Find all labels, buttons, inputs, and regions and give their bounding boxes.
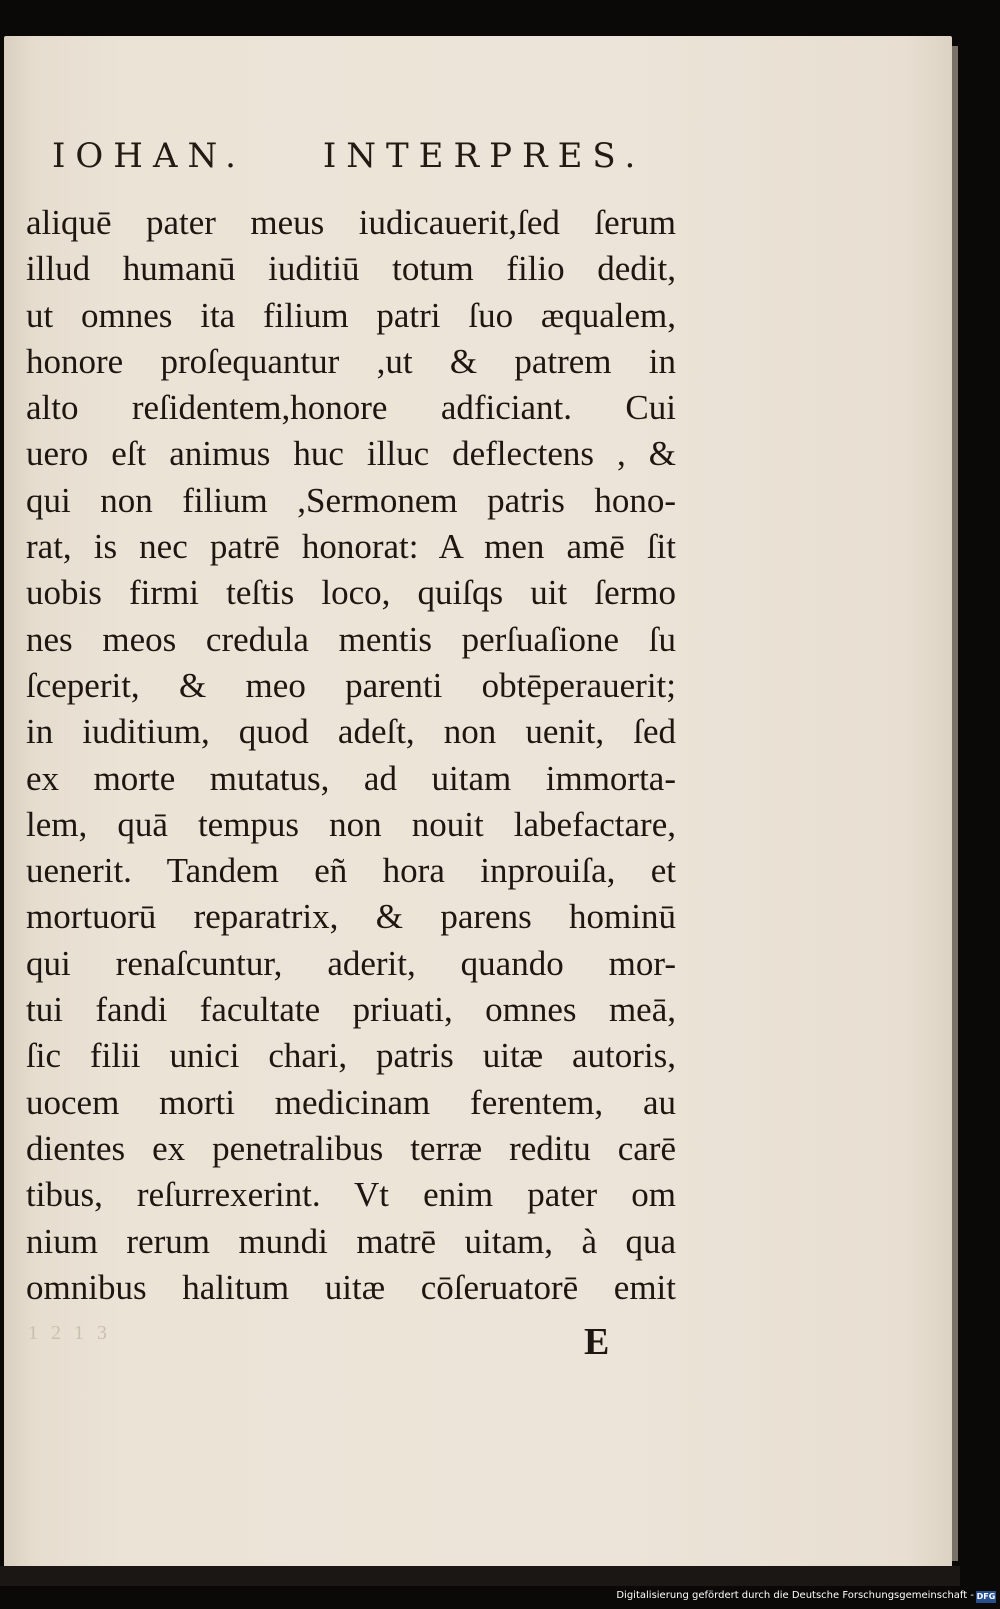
text-line: aliquē pater meus iudicauerit,ſed ſerum (26, 203, 676, 242)
text-line: lem, quā tempus non nouit labefactare, (26, 804, 676, 844)
book-page (4, 36, 952, 1566)
running-head (52, 136, 652, 186)
running-head-left: IOHAN. (52, 136, 246, 176)
text-line: honore proſequantur ,ut & patrem in (26, 341, 676, 381)
text-line: in iuditium, quod adeſt, non uenit, ſed (26, 712, 676, 752)
text-line: uero eſt animus huc illuc deflectens , & (26, 434, 676, 474)
text-line: tibus, reſurrexerint. Vt enim pater om (26, 1175, 676, 1215)
dfg-logo: DFG (976, 1592, 996, 1601)
text-line: alto reſidentem,honore adficiant. Cui (26, 388, 676, 428)
text-line: ſceperit, & meo parenti obtēperauerit; (26, 665, 676, 705)
text-line: rat, is nec patrē honorat: A men amē ſit (26, 527, 676, 567)
text-line: mortuorū reparatrix, & parens hominū (26, 897, 676, 937)
text-line: uenerit. Tandem eñ hora inprouiſa, et (26, 851, 676, 891)
text-line: omnibus halitum uitæ cōſeruatorē emit (26, 1267, 676, 1307)
signature-mark: E (584, 1321, 610, 1363)
text-line: ſic filii unici chari, patris uitæ autoris, (26, 1036, 676, 1076)
text-line: tui fandi facultate priuati, omnes meā, (26, 990, 676, 1030)
text-line: dientes ex penetralibus terræ reditu carē (26, 1128, 676, 1168)
text-line: nes meos credula mentis perſuaſione ſu (26, 619, 676, 659)
running-head-right: INTERPRES. (322, 136, 646, 176)
text-line: uocem morti medicinam ferentem, au (26, 1082, 676, 1122)
text-line: illud humanū iuditiū totum filio dedit, (26, 249, 676, 289)
text-line: qui non filium ,Sermonem patris hono- (26, 480, 676, 520)
text-line: ut omnes ita filium patri ſuo æqualem, (26, 295, 676, 335)
text-line: ex morte mutatus, ad uitam immorta- (26, 758, 676, 798)
text-line: nium rerum mundi matrē uitam, à qua (26, 1221, 676, 1261)
scan-bottom-edge (0, 1566, 960, 1586)
faint-page-mark: 1 2 1 3 (28, 1322, 111, 1344)
text-line: qui renaſcuntur, aderit, quando mor- (26, 943, 676, 983)
digitization-credit: Digitalisierung gefördert durch die Deutsche Forschungsgemeinschaft - (616, 1590, 974, 1601)
text-line: uobis firmi teſtis loco, quiſqs uit ſermo (26, 573, 676, 613)
body-text (26, 200, 676, 1311)
